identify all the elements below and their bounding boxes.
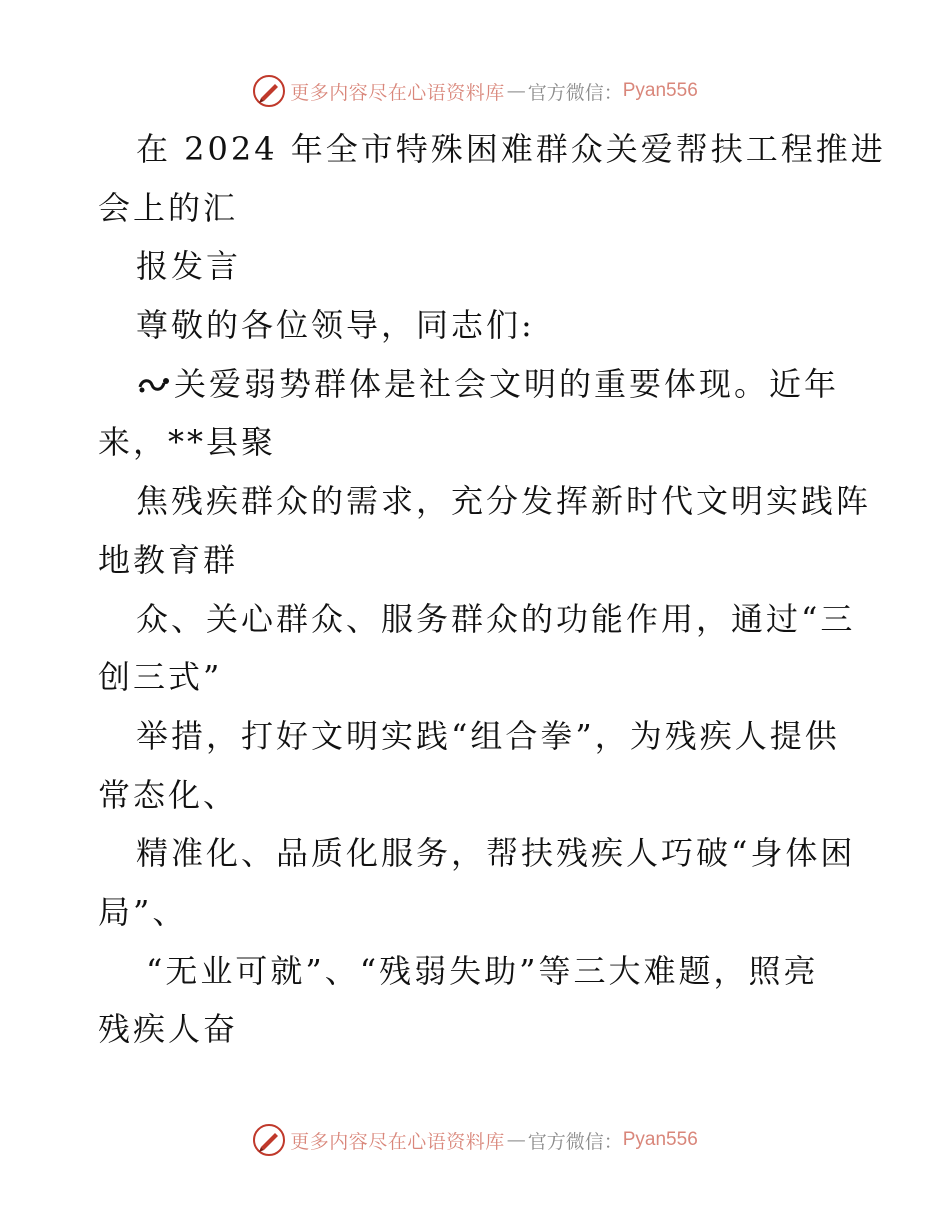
- banner-label: 官方微信：: [527, 1130, 623, 1153]
- paragraph-line: 常态化、: [98, 775, 239, 814]
- banner-contact: Pyan556: [622, 1129, 698, 1150]
- title-line-1: 在 2024 年全市特殊困难群众关爱帮扶工程推进: [136, 130, 886, 168]
- paragraph-line: 众、关心群众、服务群众的功能作用，通过“三: [136, 599, 856, 638]
- paragraph-line: 精准化、品质化服务，帮扶残疾人巧破“身体困: [136, 834, 856, 873]
- paragraph-line: 举措，打好文明实践“组合拳”，为残疾人提供: [136, 716, 840, 755]
- pen-logo-icon: [252, 1123, 286, 1157]
- banner-separator: —: [506, 1129, 526, 1151]
- paragraph-line: “无业可就”、“残弱失助”等三大难题，照亮: [146, 951, 819, 990]
- footer-banner: [0, 1120, 950, 1160]
- paragraph-line: 残疾人奋: [98, 1010, 239, 1049]
- document-body: [98, 120, 886, 1059]
- paragraph-line: [98, 355, 858, 414]
- banner-separator: —: [506, 80, 526, 102]
- paragraph-line: 地教育群: [98, 540, 239, 579]
- salutation: 尊敬的各位领导，同志们:: [136, 306, 535, 345]
- paragraph-text: 关爱弱势群体是社会文明的重要体现。近年: [174, 364, 840, 403]
- pen-logo-icon: [252, 74, 286, 108]
- title-line-2: 会上的汇: [98, 188, 239, 227]
- paragraph-line: 局”、: [98, 892, 188, 931]
- paragraph-line: 创三式”: [98, 658, 223, 697]
- header-banner: [0, 71, 950, 111]
- title-line-3: 报发言: [136, 247, 242, 286]
- banner-label: 官方微信：: [527, 81, 623, 104]
- ornament-icon: [136, 373, 172, 397]
- banner-text: 更多内容尽在心语资料库: [290, 81, 505, 104]
- paragraph-line: 焦残疾群众的需求，充分发挥新时代文明实践阵: [136, 482, 872, 521]
- banner-text: 更多内容尽在心语资料库: [290, 1130, 505, 1153]
- paragraph-line: 来，**县聚: [98, 423, 277, 462]
- banner-contact: Pyan556: [622, 80, 698, 101]
